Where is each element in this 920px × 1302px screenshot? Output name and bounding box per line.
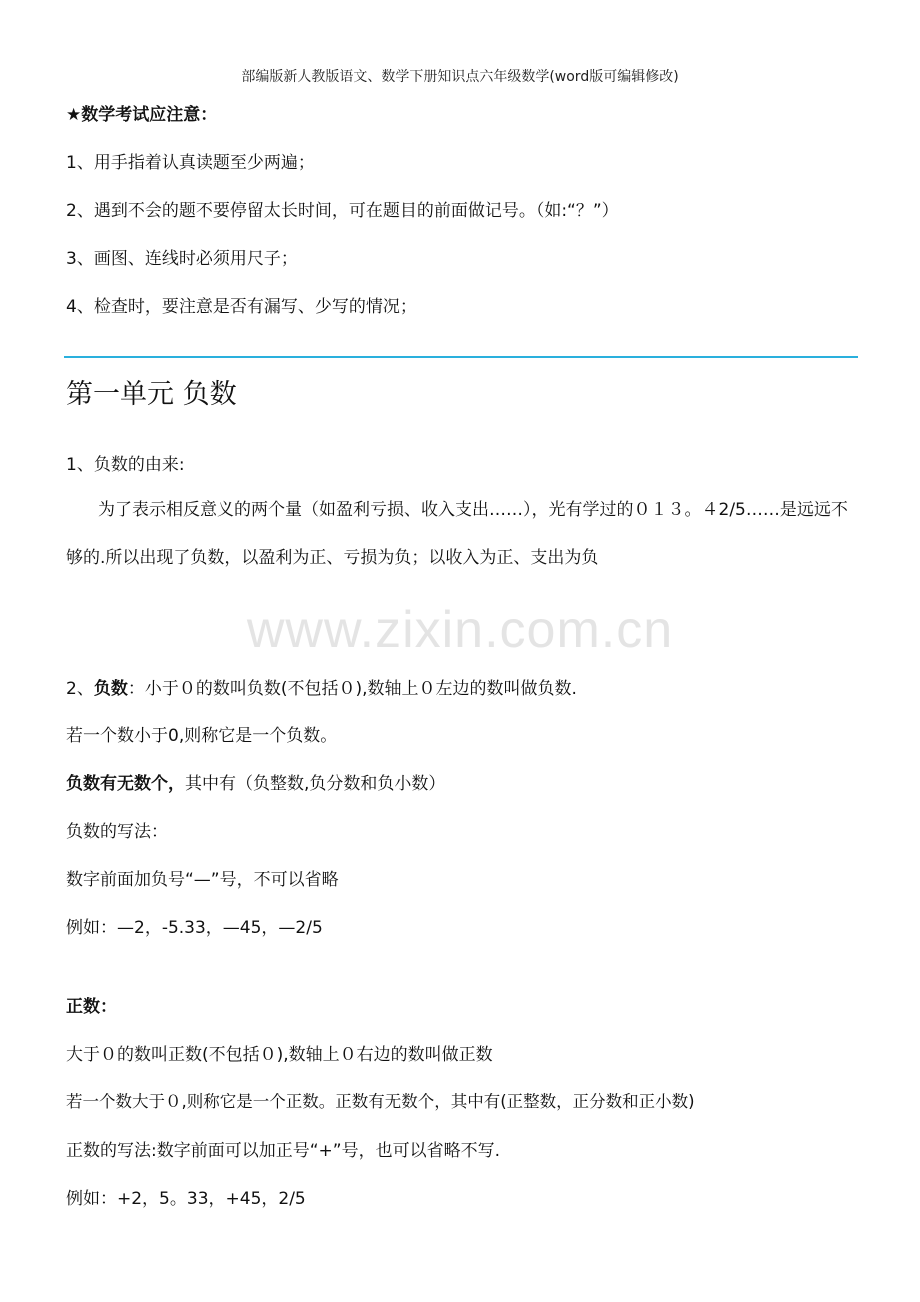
positive-title: 正数：	[66, 997, 117, 1017]
positive-example: 例如：+2，5。33，+45，2/5	[66, 1189, 306, 1209]
negative-writing-rule: 数字前面加负号“—”号，不可以省略	[66, 870, 339, 890]
origin-heading: 1、负数的由来:	[66, 455, 185, 475]
negative-count-rest: 其中有（负整数,负分数和负小数）	[185, 774, 446, 794]
negative-example: 例如：—2，-5.33，—45，—2/5	[66, 918, 323, 938]
notice-item-4: 4、检查时，要注意是否有漏写、少写的情况；	[66, 297, 417, 317]
negative-term: 负数	[93, 679, 128, 699]
notice-title: ★数学考试应注意：	[66, 105, 218, 125]
negative-writing-title: 负数的写法：	[66, 822, 168, 842]
positive-definition: 大于０的数叫正数(不包括０),数轴上０右边的数叫做正数	[66, 1045, 493, 1065]
section-divider	[64, 356, 858, 358]
page-header: 部编版新人教版语文、数学下册知识点六年级数学(word版可编辑修改)	[241, 69, 679, 85]
positive-writing: 正数的写法:数字前面可以加正号“+”号，也可以省略不写.	[66, 1141, 500, 1161]
watermark: www.zixin.com.cn	[246, 601, 674, 659]
negative-line-2: 若一个数小于0,则称它是一个负数。	[66, 726, 338, 746]
negative-count-bold: 负数有无数个，	[66, 774, 185, 794]
negative-line-3	[66, 769, 445, 794]
negative-prefix: 2、	[66, 679, 94, 699]
notice-item-3: 3、画图、连线时必须用尺子；	[66, 249, 298, 269]
origin-paragraph: 为了表示相反意义的两个量（如盈利亏损、收入支出……），光有学过的０１３。４2/5……是远远不够的.所以出现了负数，以盈利为正、亏损为负；以收入为正、支出为负	[66, 500, 848, 568]
negative-definition: ：小于０的数叫负数(不包括０),数轴上０左边的数叫做负数.	[127, 679, 577, 699]
positive-line-2: 若一个数大于０,则称它是一个正数。正数有无数个，其中有(正整数，正分数和正小数)	[66, 1092, 695, 1111]
negative-definition-line	[66, 674, 577, 699]
notice-item-2: 2、遇到不会的题不要停留太长时间，可在题目的前面做记号。（如:“？”）	[66, 201, 619, 221]
unit-title: 第一单元 负数	[66, 379, 237, 410]
notice-item-1: 1、用手指着认真读题至少两遍；	[66, 153, 315, 173]
